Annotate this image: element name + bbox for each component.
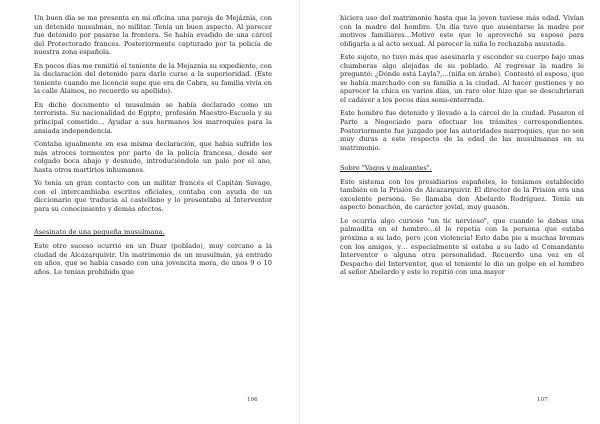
paragraph: hiciera uso del matrimonio hasta que la joven tuviese más edad. Vivían con la madre del hombre. Un día tuvo que ausentarse la madre por motivos familiares…Motivo este que lo aprovechó su esposo para obligarla a al acto sexual. Al parecer la niña lo rechazaba asustada. xyxy=(340,14,584,48)
paragraph: Un buen día se me presenta en mi oficina una pareja de Mejáznis, con un detenido musulmán, no militar. Tenía un buen aspecto. Al parecer fue detenido por pasarse la frontera. Se había evadido de una cárcel del Protectorado francés. Posteriormente capturado por la policía de nuestra zona española. xyxy=(34,14,272,57)
page-number: 107 xyxy=(537,397,548,403)
section-heading: Asesinato de una pequeña musulmana. xyxy=(34,228,165,237)
paragraph: Yo tenía un gran contacto con un militar francés el Capitán Savage, con el intercambiaba escritos oficiales, contaba con ayuda de un diccionario que traducía al castellano y lo presentaba al Interventor para su conocimiento y demás efectos. xyxy=(34,179,272,213)
right-page xyxy=(300,0,600,424)
paragraph: En dicho documento el musulmán se había declarado como un terrorista. Su nacionalidad de Egipto, profesión Maestro-Escuela y su principal cometido… Ayudar a sus hermanos los marroquíes para la ansiada independencia. xyxy=(34,100,272,135)
paragraph: Le ocurría algo curioso "un tic nervioso", que cuando le dabas una palmadita en el hombro…él lo repetía con la persona que estaba próxima a su lado, pero ¡con violencia! Esto daba pie a muchas bromas con los amigos, y… especialmente si estaba a su lado el Comandante Interventor o alguna otra personalidad. Recuerdo una vez en el Despacho del Interventor, que el teniente le dio un golpe en el hombro al señor Abelardo y este lo repitió con una mayor xyxy=(340,216,584,277)
paragraph: Este hombre fue detenido y llevado a la cárcel de la ciudad. Pasaron el Parte a Negociado para efectuar los trámites correspondientes. Posteriormente fue juzgado por las autoridades marroquíes, que no son muy duras a este respecto de la edad de las musulmanas en su matrimonio. xyxy=(340,109,584,152)
paragraph: En pocos días me remitió el teniente de la Mejaznia su expediente, con la declaración del detenido para darle curso a la superioridad. (Este teniente cuando me licencié supe que era de Cabra, su familia vivía en la calle Álamos, no recuerdo su apellido). xyxy=(34,61,272,96)
paragraph: Este otro suceso ocurrió en un Duar (poblado), muy cercano a la ciudad de Alcazarquivir. Un matrimonio de un musulmán, ya entrado en años, que se había casado con una jovencita mora, de unos 9 o 10 años. Le tenían prohibido que xyxy=(34,242,272,276)
paragraph: Este sistema con los presidiarios españoles, lo teníamos establecido también en la Prisión de Alcazarquivir. El director de la Prisión era una excelente persona. Se llamaba don Abelardo Rodríguez. Tenía un aspecto bonachón, de carácter jovial, muy guasón. xyxy=(340,177,584,212)
right-text-column xyxy=(340,14,584,282)
paragraph: Contaba igualmente en esa misma declaración, que había sufrido los más atroces tormentos por parte de la policía francesa, desde ser colgado boca abajo y desnudo, introduciéndole un palo por el ano, hasta otros martirios inhumanos. xyxy=(34,140,272,174)
paragraph: Este sujeto, no tuvo más que asesinarla y esconder su cuerpo bajo unas chumberas algo alejadas de su poblado. Al regresar la madre le preguntó: ¿Dónde está Layla?,…(niña en árabe). Contestó el esposo, que se había marchado con su familia a la ciudad. Al hacer gestiones y no aparecer la chica en varios días, un raro olor hizo que se descubrieran el cadáver a los pocos días semi-enterrada. xyxy=(340,53,584,104)
section-heading: Sobre "Vagos y maleantes". xyxy=(340,164,432,173)
left-text-column xyxy=(34,14,272,281)
page-number: 106 xyxy=(247,397,258,403)
left-page xyxy=(0,0,286,424)
